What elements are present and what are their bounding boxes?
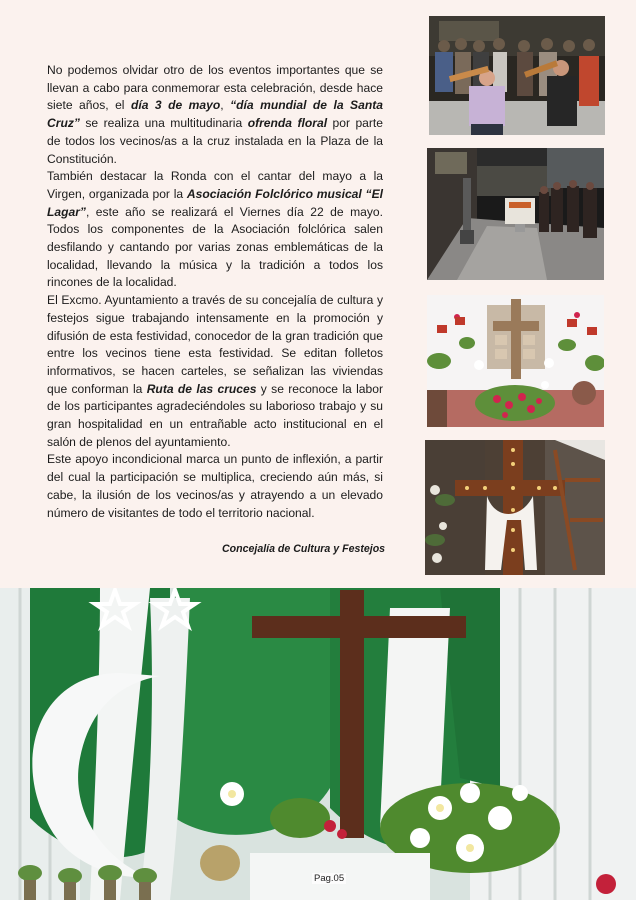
paragraph-ofrenda: No podemos olvidar otro de los eventos importantes que se llevan a cabo para conmemorar esta celebración, desde hace siete años, el día 3 de mayo, “día mundial de la Santa Cruz” se realiza una multitudinaria ofrenda floral por parte de todos los vecinos/as a la cruz instalada en la Plaza de la Constitución. [47, 63, 384, 166]
photo-illuminated-cross [425, 440, 605, 575]
article-body [47, 62, 383, 522]
paragraph-ayuntamiento: El Excmo. Ayuntamiento a través de su concejalía de cultura y festejos sigue trabajando intensamente en la promoción y difusión de esta festividad, conocedor de la gran tradición que entre los vecinos tiene esta festividad. Se editan folletos informativos, se hacen carteles, se señalizan las viviendas que conforman la Ruta de las cruces y se reconoce la labor de los participantes agradeciéndoles su laborioso trabajo y su gran hospitalidad en un entrañable acto institucional en el salón de plenos del ayuntamiento. [47, 293, 383, 449]
signature: Concejalía de Cultura y Festejos [222, 543, 386, 555]
photo-hall-exhibition [427, 148, 604, 280]
paragraph-ronda: También destacar la Ronda con el cantar del mayo a la Virgen, organizada por la Asociación Folclórico musical “El Lagar”, este año se realizará el Viernes día 22 de mayo. Todos los componentes de la Asociación folclórica salen desfilando y cantando por varias zonas emblemáticas de la localidad, llevando la música y la tradición a todos los rincones de la localidad. [47, 169, 383, 290]
paragraph-apoyo: Este apoyo incondicional marca un punto de inflexión, a partir del cual la participación se multiplica, creciendo aún más, si cabe, la ilusión de los vecinos/as y atrayendo a un elevado número de visitantes de todo el territorio nacional. [47, 452, 383, 520]
page-number: Pag.05 [314, 873, 345, 884]
photo-ronda-musicians [429, 16, 605, 135]
photo-flower-cross-altar [427, 295, 604, 427]
photo-decorated-cross-main [0, 588, 636, 900]
